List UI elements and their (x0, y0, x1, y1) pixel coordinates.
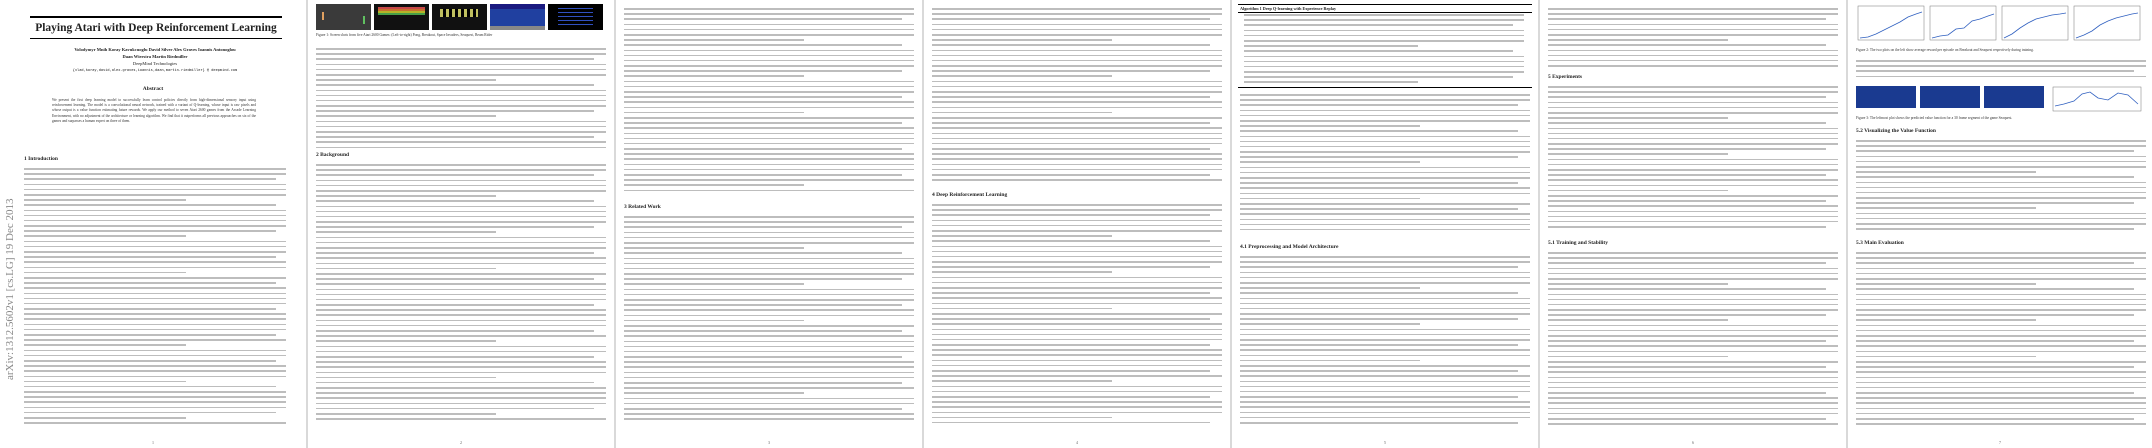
section-preprocessing: 4.1 Preprocessing and Model Architecture (1240, 244, 1339, 250)
value-function-plot (2052, 86, 2142, 112)
emails: {vlad,koray,david,alex.graves,ioannis,daan,martin.riedmiller} @ deepmind.com (72, 68, 238, 72)
algorithm-body (1244, 14, 1524, 84)
section-background: 2 Background (316, 152, 350, 158)
arxiv-stamp: arXiv:1312.5602v1 [cs.LG] 19 Dec 2013 (4, 198, 16, 380)
beam-rider-screenshot (548, 4, 603, 30)
page-1 (0, 0, 306, 448)
figure-3-frames (1856, 86, 2146, 112)
page-6-text-top (1548, 8, 1838, 70)
abstract-text: We present the first deep learning model to successfully learn control policies directly from high-dimensional sensory input using reinforcement learning. The model is a convolutional neural network, trained with a variant of Q-learning, whose input is raw pixels and whose output is a value function estimating future rewards. We apply our method to seven Atari 2600 games from the Arcade Learning Environment, with no adjustment of the architecture or learning algorithm. We find that it outperforms all previous approaches on six of the games and surpasses a human expert on three of them. (52, 98, 256, 123)
page-3-text-top (624, 8, 914, 198)
preprocessing-text (1240, 256, 1530, 430)
section-main-eval: 5.3 Main Evaluation (1856, 240, 1904, 246)
page-6 (1540, 0, 1846, 448)
seaquest-frame-a (1856, 86, 1916, 108)
section-introduction: 1 Introduction (24, 156, 58, 162)
page-5 (1232, 0, 1538, 448)
algorithm-1 (1238, 4, 1532, 88)
page-number: 3 (768, 440, 770, 445)
figure-2-caption: Figure 2: The two plots on the left show average reward per episode on Breakout and Seaquest respectively during training. (1856, 48, 2034, 52)
page-7-text-top (1856, 60, 2146, 82)
breakout-screenshot (374, 4, 429, 30)
page-2-text-top (316, 48, 606, 152)
page-number: 5 (1384, 440, 1386, 445)
seaquest-frame-c (1984, 86, 2044, 108)
figure-2-plots (1856, 4, 2146, 44)
page-7 (1848, 0, 2152, 448)
plot-seaquest-reward (1930, 6, 1996, 40)
paper-title: Playing Atari with Deep Reinforcement Learning (30, 16, 282, 39)
plot-breakout-reward (1858, 6, 1924, 40)
authors-line-2: Daan Wierstra Martin Riedmiller (122, 54, 188, 59)
page-5-text-top (1240, 94, 1530, 238)
affiliation: DeepMind Technologies (132, 61, 178, 66)
figure-1-screenshots (316, 4, 606, 30)
figure-1-caption: Figure 1: Screen shots from five Atari 2600 Games: (Left-to-right) Pong, Breakout, Space Invaders, Seaquest, Beam Rider (316, 33, 493, 37)
section-training-stability: 5.1 Training and Stability (1548, 240, 1609, 246)
visualizing-text (1856, 140, 2146, 234)
section-experiments: 5 Experiments (1548, 74, 1583, 80)
background-text (316, 164, 606, 430)
space-invaders-screenshot (432, 4, 487, 30)
algorithm-title: Algorithm 1 Deep Q-learning with Experience Replay (1238, 5, 1532, 13)
figure-3-caption: Figure 3: The leftmost plot shows the predicted value function for a 30 frame segment of the game Seaquest. (1856, 116, 2013, 120)
page-number: 7 (1999, 440, 2001, 445)
section-visualizing: 5.2 Visualizing the Value Function (1856, 128, 1936, 134)
page-4-text-top (932, 8, 1222, 186)
plot-breakout-q (2002, 6, 2068, 40)
main-eval-text (1856, 252, 2146, 430)
page-number: 2 (460, 440, 462, 445)
training-stability-text (1548, 252, 1838, 430)
page-2 (308, 0, 614, 448)
page-3 (616, 0, 922, 448)
page-4 (924, 0, 1230, 448)
page-number: 1 (152, 440, 154, 445)
plot-seaquest-q (2074, 6, 2140, 40)
author-block (24, 46, 286, 74)
page-number: 4 (1076, 440, 1078, 445)
section-related-work: 3 Related Work (624, 204, 661, 210)
related-work-text (624, 216, 914, 430)
pong-screenshot (316, 4, 371, 30)
experiments-text (1548, 86, 1838, 236)
seaquest-frame-b (1920, 86, 1980, 108)
intro-text (24, 168, 286, 430)
seaquest-screenshot (490, 4, 545, 30)
authors-line-1: Volodymyr Mnih Koray Kavukcuoglu David Silver Alex Graves Ioannis Antonoglou (74, 47, 236, 52)
page-number: 6 (1692, 440, 1694, 445)
section-deep-rl: 4 Deep Reinforcement Learning (932, 192, 1008, 198)
deep-rl-text (932, 204, 1222, 430)
abstract-heading: Abstract (142, 86, 164, 92)
